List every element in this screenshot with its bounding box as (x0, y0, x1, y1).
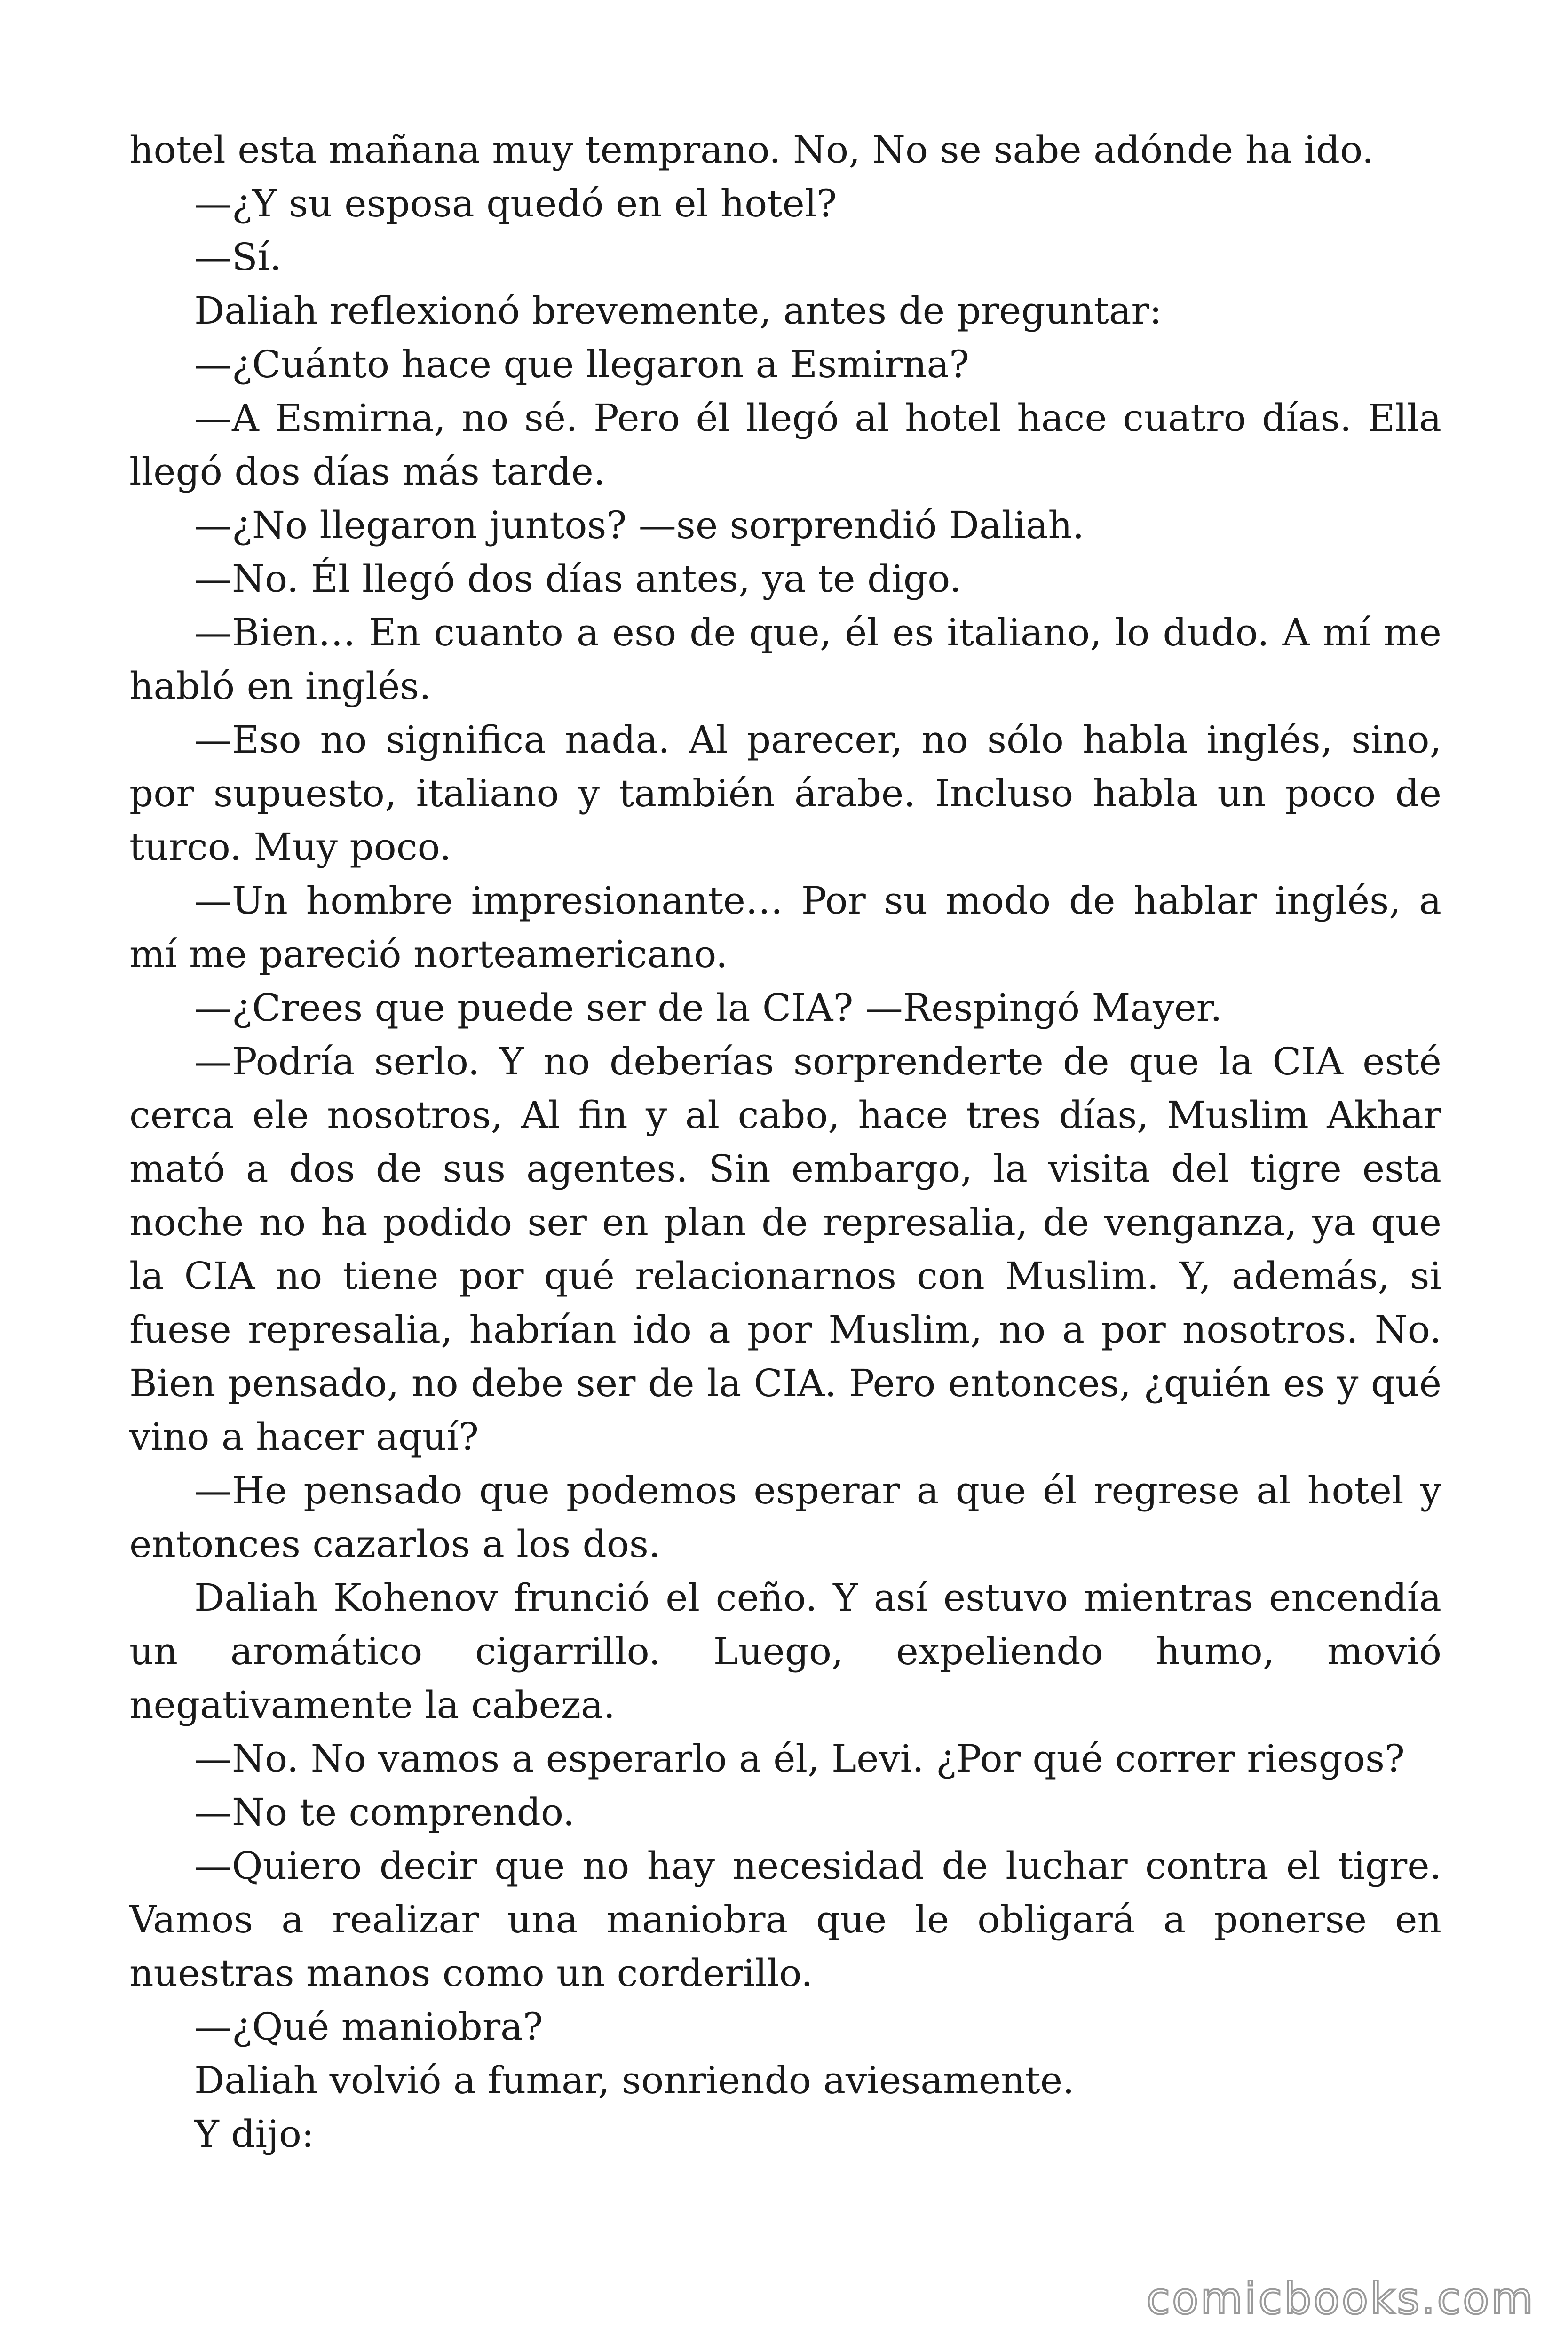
paragraph: —¿Y su esposa quedó en el hotel? (194, 182, 837, 225)
paragraph: Y dijo: (194, 2112, 314, 2156)
paragraph: —Eso no significa nada. Al parecer, no sólo habla inglés, sino, por supuesto, italiano y también árabe. Incluso habla un poco de turco. Muy poco. (129, 718, 1441, 869)
paragraph: —No. No vamos a esperarlo a él, Levi. ¿Por qué correr riesgos? (194, 1737, 1405, 1780)
paragraph: —No. Él llegó dos días antes, ya te digo. (194, 557, 962, 601)
paragraph: —Quiero decir que no hay necesidad de luchar contra el tigre. Vamos a realizar una maniobra que le obligará a ponerse en nuestras manos como un corderillo. (129, 1844, 1441, 1995)
paragraph: —¿Cuánto hace que llegaron a Esmirna? (194, 342, 970, 386)
paragraph: hotel esta mañana muy temprano. No, No se sabe adónde ha ido. (129, 128, 1374, 172)
paragraph: Daliah volvió a fumar, sonriendo aviesamente. (194, 2058, 1075, 2102)
paragraph: —Bien… En cuanto a eso de que, él es italiano, lo dudo. A mí me habló en inglés. (129, 611, 1441, 708)
paragraph: —Sí. (194, 235, 282, 279)
paragraph: —He pensado que podemos esperar a que él regrese al hotel y entonces cazarlos a los dos. (129, 1469, 1441, 1566)
paragraph: —No te comprendo. (194, 1790, 575, 1834)
paragraph: —¿No llegaron juntos? —se sorprendió Daliah. (194, 503, 1085, 547)
paragraph: —A Esmirna, no sé. Pero él llegó al hotel hace cuatro días. Ella llegó dos días más tarde. (129, 396, 1441, 493)
watermark: comicbooks.com (1146, 2273, 1535, 2324)
paragraph: —Podría serlo. Y no deberías sorprenderte de que la CIA esté cerca ele nosotros, Al fin y al cabo, hace tres días, Muslim Akhar mató a dos de sus agentes. Sin embargo, la visita del tigre esta noche no ha podido ser en plan de represalia, de venganza, ya que la CIA no tiene por qué relacionarnos con Muslim. Y, además, si fuese represalia, habrían ido a por Muslim, no a por nosotros. No. Bien pensado, no debe ser de la CIA. Pero entonces, ¿quién es y qué vino a hacer aquí? (129, 1040, 1441, 1459)
paragraph: —¿Crees que puede ser de la CIA? —Respingó Mayer. (194, 986, 1222, 1030)
paragraph: —¿Qué maniobra? (194, 2005, 543, 2049)
page-text (129, 123, 1441, 2161)
paragraph: Daliah Kohenov frunció el ceño. Y así estuvo mientras encendía un aromático cigarrillo. Luego, expeliendo humo, movió negativamente la cabeza. (129, 1576, 1441, 1727)
paragraph: —Un hombre impresionante… Por su modo de hablar inglés, a mí me pareció norteamericano. (129, 879, 1441, 976)
paragraph: Daliah reflexionó brevemente, antes de preguntar: (194, 289, 1162, 333)
